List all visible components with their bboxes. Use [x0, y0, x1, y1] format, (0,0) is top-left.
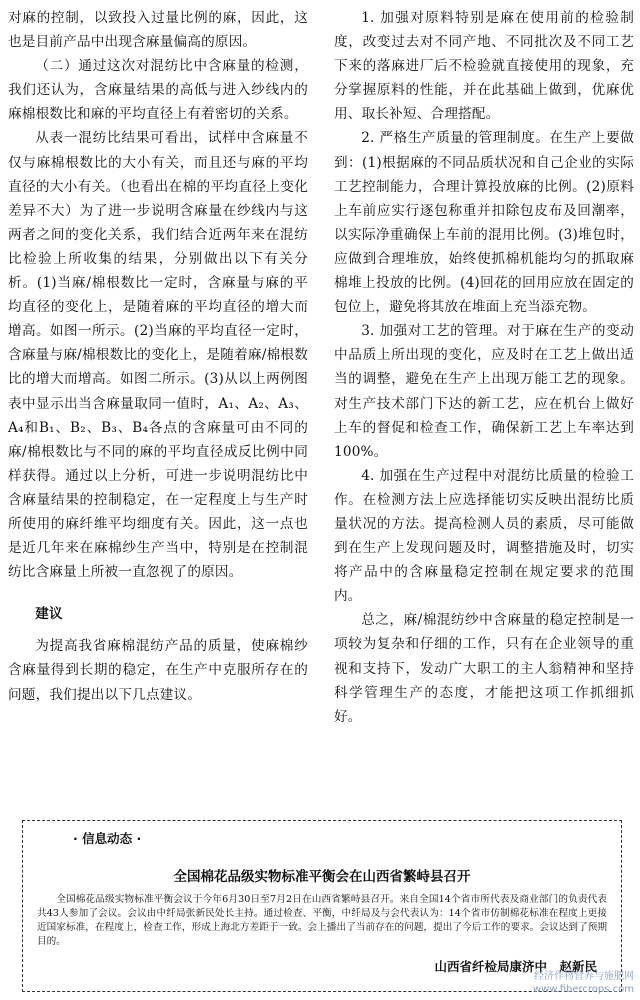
- news-box: [22, 820, 622, 992]
- watermark: [533, 970, 634, 996]
- watermark-line-1: 经济作物营养与施肥网: [534, 971, 634, 982]
- section-heading-suggestions: 建议: [35, 606, 63, 623]
- news-author: 山西省纤检局康济中 赵新民: [434, 959, 597, 974]
- right-column: [334, 6, 634, 729]
- news-body: 全国棉花品级实物标准平衡会议于今年6月30日至7月2日在山西省繁峙县召开。来自全国14个省市所代表及商业部门的负责代表共43人参加了会议。会议由中纤局张新民处长主持。通过检查、平衡，中纤局及与会代表认为：14个省市仿制棉花标准在程度上更接近国家标准，在程度上，检查工作，形成上海北方差距于一致。会上播出了当前存在的问题，提出了今后工作的要求。会议达到了预期目的。: [37, 894, 607, 947]
- suggestion-2: 2. 严格生产质量的管理制度。在生产上要做到：(1)根据麻的不同品质状况和自己企业的实际工艺控制能力，合理计算投放麻的比例。(2)原料上车前应实行逐包称重并扣除包皮布及回潮率，以实际净重确保上车前的混用比例。(3)堆包时，应做到合理堆放，始终使抓棉机能均匀的抓取麻棉堆上投放的比例。(4)回花的回用应放在固定的包位上，避免将其放在堆面上充当添充物。: [334, 130, 634, 316]
- suggestion-1: 1. 加强对原料特别是麻在使用前的检验制度，改变过去对不同产地、不同批次及不同工艺下来的落麻进厂后不检验就直接使用的现象，充分掌握原料的性能，并在此基础上做到，优麻优用、取长补短、合理搭配。: [334, 10, 634, 123]
- watermark-line-2: www.fibercrops.com: [532, 984, 634, 995]
- suggestion-3: 3. 加强对工艺的管理。对于麻在生产的变动中品质上所出现的变化，应及时在工艺上做出适当的调整，避免在生产上出现万能工艺的现象。对生产技术部门下达的新工艺，应在机台上做好上车的督促和检查工作，确保新工艺上车率达到100%。: [334, 323, 634, 460]
- conclusion-paragraph: 总之，麻/棉混纺纱中含麻量的稳定控制是一项较为复杂和仔细的工作，只有在企业领导的重视和支持下，发动广大职工的主人翁精神和坚持科学管理生产的态度，才能把这项工作抓细抓好。: [334, 612, 634, 725]
- left-column: [8, 6, 308, 707]
- suggestion-4: 4. 加强在生产过程中对混纺比质量的检验工作。在检测方法上应选择能切实反映出混纺比质量状况的方法。提高检测人员的素质，尽可能做到在生产上发现问题及时，调整措施及时，切实将产品中的含麻量稳定控制在规定要求的范围内。: [334, 467, 634, 605]
- paragraph-analysis: 从表一混纺比结果可看出，试样中含麻量不仅与麻棉根数比的大小有关，而且还与麻的平均直径的大小有关。（也看出在棉的平均直径上变化差异不大）为了进一步说明含麻量在纱线内与这两者之间的变化关系，我们结合近两年来在混纺比检验上所收集的结果，分别做出以下有关分析。(1)当麻/棉根数比一定时，含麻量与麻的平均直径的变化上，是随着麻的平均直径的增大而增高。如图一所示。(2)当麻的平均直径一定时，含麻量与麻/棉根数比的变化上，是随着麻/棉根数比的增大而增高。如图二所示。(3)从以上两例图表中显示出当含麻量取同一值时，A₁、A₂、A₃、A₄和B₁、B₂、B₃、B₄各点的含麻量可由不同的麻/棉根数比与不同的麻的平均直径成反比例中同样获得。通过以上分析，可进一步说明混纺比中含麻量结果的控制稳定，在一定程度上与生产时所使用的麻纤维平均细度有关。因此，这一点也是近几年来在麻棉纱生产当中，特别是在控制混纺比含麻量上所被一直忽视了的原因。: [8, 130, 308, 581]
- news-tag: · 信息动态 ·: [73, 831, 142, 846]
- paragraph-suggestions-intro: 为提高我省麻棉混纺产品的质量，使麻棉纱含麻量得到长期的稳定，在生产中克服所存在的问题，我们提出以下几点建议。: [8, 638, 308, 703]
- paragraph-point-two: （二）通过这次对混纺比中含麻量的检测，我们还认为，含麻量结果的高低与进入纱线内的麻棉根数比和麻的平均直径上有着密切的关系。: [8, 58, 308, 123]
- paragraph-continuation: 对麻的控制，以致投入过量比例的麻，因此，这也是目前产品中出现含麻量偏高的原因。: [8, 10, 308, 51]
- news-title: 全国棉花品级实物标准平衡会在山西省繁峙县召开: [173, 869, 471, 885]
